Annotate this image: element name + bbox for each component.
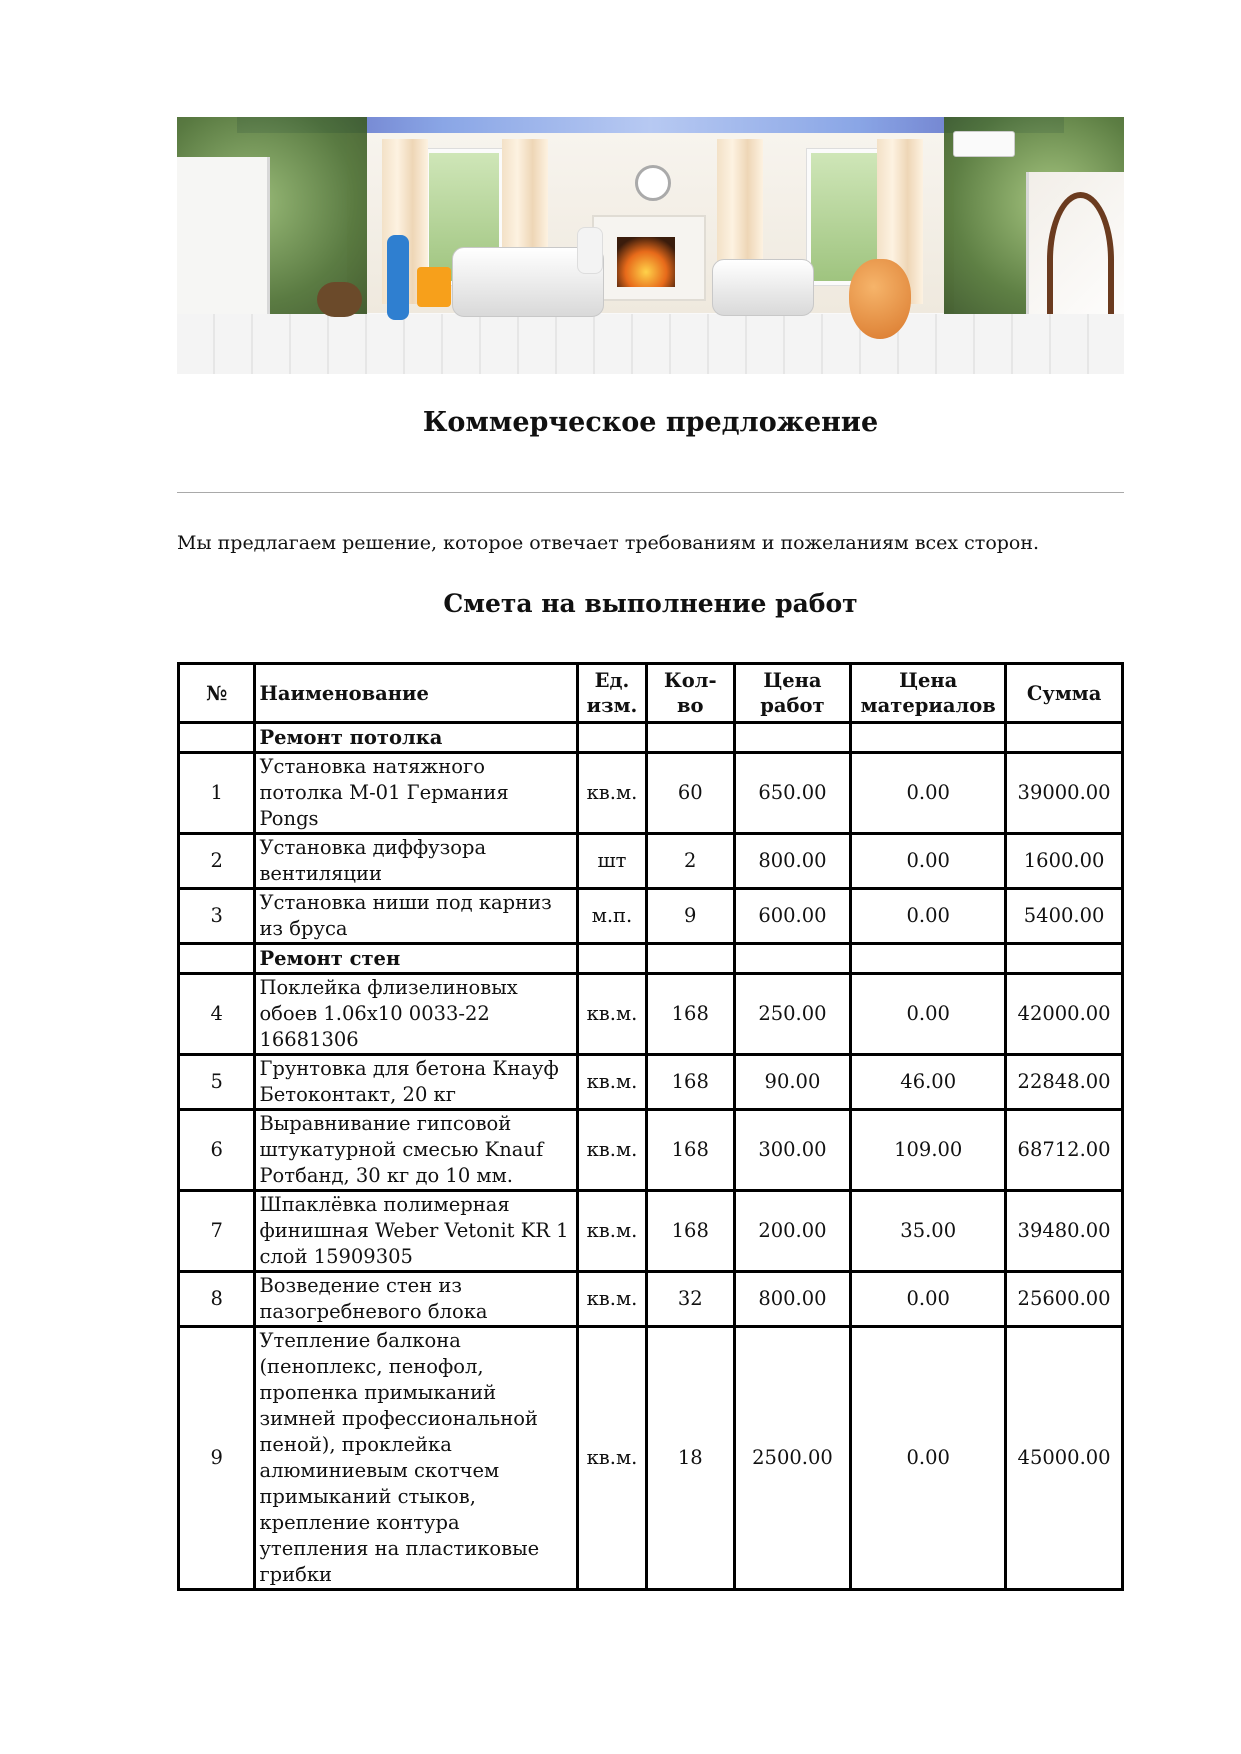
table-row (179, 1327, 1123, 1590)
cell-price-work: 800.00 (734, 1272, 851, 1327)
cell-qty: 168 (646, 1055, 734, 1110)
section-row-ceiling (179, 723, 1123, 753)
cell-qty: 168 (646, 974, 734, 1055)
cell-num: 7 (179, 1191, 255, 1272)
cell-num: 9 (179, 1327, 255, 1590)
cell-num: 4 (179, 974, 255, 1055)
cell-num: 2 (179, 834, 255, 889)
header-sum: Сумма (1006, 664, 1123, 723)
cell-qty: 2 (646, 834, 734, 889)
cell-name: Выравнивание гипсовой штукатурной смесью Knauf Ротбанд, 30 кг до 10 мм. (255, 1110, 578, 1191)
cell-name: Грунтовка для бетона Кнауф Бетоконтакт, 20 кг (255, 1055, 578, 1110)
cell-name: Шпаклёвка полимерная финишная Weber Vetonit KR 1 слой 15909305 (255, 1191, 578, 1272)
cell-qty: 32 (646, 1272, 734, 1327)
header-unit: Ед. изм. (578, 664, 647, 723)
cell-unit: шт (578, 834, 647, 889)
table-row (179, 974, 1123, 1055)
header-name: Наименование (255, 664, 578, 723)
cell-price-work: 90.00 (734, 1055, 851, 1110)
section-row-walls (179, 944, 1123, 974)
cell-qty: 168 (646, 1191, 734, 1272)
section-title: Ремонт потолка (255, 723, 578, 753)
cell-price-work: 300.00 (734, 1110, 851, 1191)
cell-num: 5 (179, 1055, 255, 1110)
cell-price-work: 650.00 (734, 753, 851, 834)
cell-price-materials: 35.00 (851, 1191, 1006, 1272)
page-title: Коммерческое предложение (422, 407, 879, 438)
cell-qty: 168 (646, 1110, 734, 1191)
cell-unit: кв.м. (578, 1191, 647, 1272)
cell-unit: м.п. (578, 889, 647, 944)
cell-price-materials: 0.00 (851, 834, 1006, 889)
table-row (179, 1055, 1123, 1110)
cell-price-work: 600.00 (734, 889, 851, 944)
cell-unit: кв.м. (578, 1272, 647, 1327)
cell-sum: 39000.00 (1006, 753, 1123, 834)
cell-price-materials: 109.00 (851, 1110, 1006, 1191)
cell-num: 8 (179, 1272, 255, 1327)
header-price-materials: Цена материалов (851, 664, 1006, 723)
cell-name: Утепление балкона (пеноплекс, пенофол, пропенка примыканий зимней профессиональной пеной), проклейка алюминиевым скотчем примыканий стыков, крепление контура утепления на пластиковые грибки (255, 1327, 578, 1590)
cell-sum: 45000.00 (1006, 1327, 1123, 1590)
table-row (179, 889, 1123, 944)
cell-name: Установка ниши под карниз из бруса (255, 889, 578, 944)
cell-sum: 1600.00 (1006, 834, 1123, 889)
cell-price-materials: 0.00 (851, 974, 1006, 1055)
table-header-row (179, 664, 1123, 723)
cell-num: 6 (179, 1110, 255, 1191)
table-row (179, 834, 1123, 889)
header-qty: Кол-во (646, 664, 734, 723)
cell-price-materials: 0.00 (851, 753, 1006, 834)
cell-unit: кв.м. (578, 1110, 647, 1191)
document-page (177, 117, 1124, 1586)
cell-sum: 5400.00 (1006, 889, 1123, 944)
divider (177, 492, 1124, 493)
cell-unit: кв.м. (578, 753, 647, 834)
table-row (179, 1110, 1123, 1191)
cell-price-work: 2500.00 (734, 1327, 851, 1590)
header-price-work: Цена работ (734, 664, 851, 723)
cell-sum: 68712.00 (1006, 1110, 1123, 1191)
header-num: № (179, 664, 255, 723)
cell-unit: кв.м. (578, 974, 647, 1055)
cell-name: Поклейка флизелиновых обоев 1.06x10 0033-22 16681306 (255, 974, 578, 1055)
cell-price-work: 800.00 (734, 834, 851, 889)
cell-name: Установка диффузора вентиляции (255, 834, 578, 889)
cell-num: 1 (179, 753, 255, 834)
intro-text: Мы предлагаем решение, которое отвечает требованиям и пожеланиям всех сторон. (177, 532, 1040, 554)
banner-image (177, 117, 1124, 374)
cell-sum: 22848.00 (1006, 1055, 1123, 1110)
cell-price-work: 200.00 (734, 1191, 851, 1272)
table-row (179, 1272, 1123, 1327)
cell-unit: кв.м. (578, 1055, 647, 1110)
cell-qty: 18 (646, 1327, 734, 1590)
cell-name: Установка натяжного потолка М-01 Германия Pongs (255, 753, 578, 834)
cell-num: 3 (179, 889, 255, 944)
table-row (179, 1191, 1123, 1272)
cell-qty: 60 (646, 753, 734, 834)
table-row (179, 753, 1123, 834)
cell-price-materials: 0.00 (851, 889, 1006, 944)
estimate-table (177, 662, 1124, 1591)
cell-price-work: 250.00 (734, 974, 851, 1055)
cell-unit: кв.м. (578, 1327, 647, 1590)
cell-name: Возведение стен из пазогребневого блока (255, 1272, 578, 1327)
cell-sum: 25600.00 (1006, 1272, 1123, 1327)
section-title: Ремонт стен (255, 944, 578, 974)
cell-qty: 9 (646, 889, 734, 944)
cell-price-materials: 0.00 (851, 1327, 1006, 1590)
cell-sum: 39480.00 (1006, 1191, 1123, 1272)
cell-sum: 42000.00 (1006, 974, 1123, 1055)
estimate-title: Смета на выполнение работ (443, 589, 858, 618)
cell-price-materials: 46.00 (851, 1055, 1006, 1110)
cell-price-materials: 0.00 (851, 1272, 1006, 1327)
